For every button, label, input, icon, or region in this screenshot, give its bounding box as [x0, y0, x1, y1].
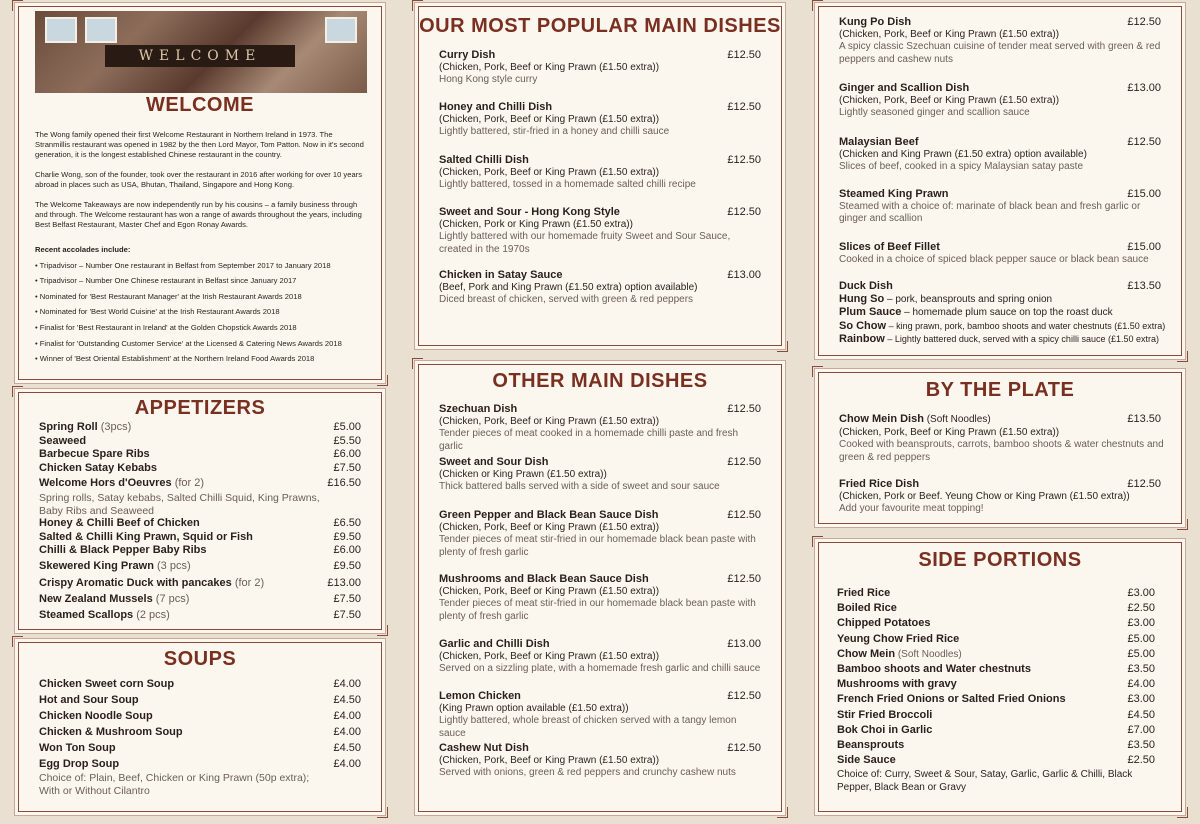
accolade-item: • Finalist for 'Outstanding Customer Service' at the Licensed & Catering News Awards 2018	[35, 338, 342, 348]
sides-panel	[818, 542, 1182, 812]
accolades	[35, 245, 375, 370]
dish-item: Garlic and Chilli Dish £13.00 (Chicken, Pork, Beef or King Prawn (£1.50 extra)) Served on a sizzling plate, with a homemade fresh garlic and chilli sauce	[439, 638, 761, 674]
dish-item: Mushrooms and Black Bean Sauce Dish £12.50 (Chicken, Pork, Beef or King Prawn (£1.50 extra)) Tender pieces of meat stir-fried in our homemade black bean paste with plenty of fresh garlic	[439, 573, 761, 622]
duck-option: Hung So – pork, beansprouts and spring onion	[839, 292, 1053, 305]
dish-item: Slices of Beef Fillet £15.00 Cooked in a choice of spiced black pepper sauce or black bean sauce	[839, 241, 1161, 265]
list-item: Fried Rice £3.00	[837, 587, 1155, 599]
plate-panel	[818, 372, 1182, 524]
accolade-item: • Winner of 'Best Oriental Establishment' at the Northern Ireland Food Awards 2018	[35, 354, 315, 364]
list-item: Chicken Noodle Soup £4.00	[39, 710, 361, 722]
window-decoration	[325, 17, 357, 43]
accolades-title: Recent accolades include:	[35, 245, 131, 254]
soups-panel	[18, 642, 382, 812]
dish-item: Sweet and Sour - Hong Kong Style £12.50 (Chicken, Pork or King Prawn (£1.50 extra)) Lightly battered with our homemade fruity Sweet and Sour Sauce, created in the 1970s	[439, 206, 761, 255]
welcome-para-3: The Welcome Takeaways are now independently run by his cousins – a family business through and through. The Welcome restaurant has won a range of awards throughout the years, including Best Belfast Restaurant, Master Chef and Egon Ronay Awards.	[35, 200, 362, 229]
list-item: Welcome Hors d'Oeuvres (for 2) £16.50	[39, 477, 361, 489]
list-item: Won Ton Soup £4.50	[39, 742, 361, 754]
welcome-para-2: Charlie Wong, son of the founder, took over the restaurant in 2016 after working for over 10 years abroad in places such as USA, Bhutan, Thailand, Singapore and Hong Kong.	[35, 170, 362, 189]
soups-title: SOUPS	[163, 648, 237, 670]
duck-option: Plum Sauce – homemade plum sauce on top the roast duck	[839, 306, 1113, 318]
list-item: Yeung Chow Fried Rice £5.00	[837, 632, 1155, 645]
appetizers-list	[39, 421, 361, 623]
soups-list	[39, 676, 361, 798]
dish-item: Malaysian Beef £12.50 (Chicken and King Prawn (£1.50 extra) option available) Slices of beef, cooked in a spicy Malaysian satay paste	[839, 136, 1161, 172]
sides-list	[837, 586, 1155, 794]
list-item: Chilli & Black Pepper Baby Ribs £6.00	[39, 544, 361, 556]
duck-option: Rainbow – Lightly battered duck, served with a spicy chilli sauce (£1.50 extra)	[839, 333, 1159, 345]
list-item: Spring Roll (3pcs) £5.00	[39, 421, 361, 433]
dish-item: Curry Dish £12.50 (Chicken, Pork, Beef or King Prawn (£1.50 extra)) Hong Kong style curry	[439, 49, 761, 85]
dish-item: Sweet and Sour Dish £12.50 (Chicken or King Prawn (£1.50 extra)) Thick battered balls served with a side of sweet and sour sauce	[439, 456, 761, 492]
list-item: Steamed Scallops (2 pcs) £7.50	[39, 608, 361, 621]
list-item: Skewered King Prawn (3 pcs) £9.50	[39, 559, 361, 572]
list-item: Chow Mein (Soft Noodles) £5.00	[837, 647, 1155, 660]
welcome-title: WELCOME	[146, 94, 254, 116]
dish-item: Szechuan Dish £12.50 (Chicken, Pork, Beef or King Prawn (£1.50 extra)) Tender pieces of meat cooked in a homemade chilli paste and fresh garlic	[439, 403, 761, 452]
accolade-item: • Tripadvisor – Number One restaurant in Belfast from September 2017 to January 2018	[35, 260, 331, 270]
dish-item: Honey and Chilli Dish £12.50 (Chicken, Pork, Beef or King Prawn (£1.50 extra)) Lightly battered, stir-fried in a honey and chilli sauce	[439, 101, 761, 137]
list-item: French Fried Onions or Salted Fried Onions £3.00	[837, 693, 1155, 706]
list-item: Honey & Chilli Beef of Chicken £6.50	[39, 517, 361, 529]
dish-item: Fried Rice Dish £12.50 (Chicken, Pork or Beef. Yeung Chow or King Prawn (£1.50 extra)) Add your favourite meat topping!	[839, 478, 1161, 514]
more-dishes-panel	[818, 6, 1182, 356]
list-item: Barbecue Spare Ribs £6.00	[39, 448, 361, 460]
window-decoration	[45, 17, 77, 43]
list-item: Boiled Rice £2.50	[837, 602, 1155, 615]
list-item: Salted & Chilli King Prawn, Squid or Fish £9.50	[39, 530, 361, 543]
welcome-para-1: The Wong family opened their first Welcome Restaurant in Northern Ireland in 1973. The Stranmillis restaurant was opened in 1982 by the then Lord Mayor, Tom Patton. Now in it's second generation, it is the longest established Chinese restaurant in the country.	[35, 130, 364, 159]
dish-item: Cashew Nut Dish £12.50 (Chicken, Pork, Beef or King Prawn (£1.50 extra)) Served with onions, green & red peppers and crunchy cashew nuts	[439, 742, 761, 778]
plate-title: BY THE PLATE	[925, 379, 1075, 401]
list-item: Chicken Satay Kebabs £7.50	[39, 461, 361, 474]
other-title: OTHER MAIN DISHES	[492, 370, 708, 392]
hors-doeuvres-desc: Spring rolls, Satay kebabs, Salted Chilli Squid, King Prawns, Baby Ribs and Seaweed	[39, 492, 320, 517]
list-item: Egg Drop Soup £4.00	[39, 758, 361, 770]
dish-item: Salted Chilli Dish £12.50 (Chicken, Pork, Beef or King Prawn (£1.50 extra)) Lightly battered, tossed in a homemade salted chilli recipe	[439, 154, 761, 190]
soups-note: Choice of: Plain, Beef, Chicken or King Prawn (50p extra); With or Without Cilantro	[39, 772, 310, 797]
dish-item: Chow Mein Dish (Soft Noodles) £13.50 (Chicken, Pork, Beef or King Prawn (£1.50 extra)) Cooked with beansprouts, carrots, bamboo shoots & water chestnuts and green & red peppers	[839, 413, 1164, 463]
list-item: Hot and Sour Soup £4.50	[39, 694, 361, 706]
dish-item: Steamed King Prawn £15.00 Steamed with a choice of: marinate of black bean and fresh garlic or ginger and scallion	[839, 188, 1161, 224]
duck-option: So Chow – king prawn, pork, bamboo shoots and water chestnuts (£1.50 extra)	[839, 319, 1166, 332]
accolade-item: • Nominated for 'Best World Cuisine' at the Irish Restaurant Awards 2018	[35, 307, 280, 317]
accolade-item: • Finalist for 'Best Restaurant in Ireland' at the Golden Chopstick Awards 2018	[35, 322, 297, 332]
list-item: Chipped Potatoes £3.00	[837, 617, 1155, 630]
appetizers-panel	[18, 392, 382, 630]
list-item: Beansprouts £3.50	[837, 739, 1155, 752]
list-item: Chicken Sweet corn Soup £4.00	[39, 678, 361, 690]
other-panel	[418, 364, 782, 812]
dish-item: Ginger and Scallion Dish £13.00 (Chicken, Pork, Beef or King Prawn (£1.50 extra)) Lightly seasoned ginger and scallion sauce	[839, 82, 1161, 118]
list-item: Bamboo shoots and Water chestnuts £3.50	[837, 663, 1155, 676]
window-decoration	[85, 17, 117, 43]
list-item: Bok Choi in Garlic £7.00	[837, 723, 1155, 736]
appetizers-title: APPETIZERS	[134, 397, 266, 419]
popular-title: OUR MOST POPULAR MAIN DISHES	[419, 15, 781, 37]
list-item: New Zealand Mussels (7 pcs) £7.50	[39, 592, 361, 605]
welcome-panel	[18, 6, 382, 380]
accolade-item: • Tripadvisor – Number One Chinese restaurant in Belfast since January 2017	[35, 276, 297, 286]
dish-item: Chicken in Satay Sauce £13.00 (Beef, Pork and King Prawn (£1.50 extra) option available) Diced breast of chicken, served with green & red peppers	[439, 269, 761, 305]
list-item: Seaweed £5.50	[39, 434, 361, 447]
list-item: Chicken & Mushroom Soup £4.00	[39, 726, 361, 738]
restaurant-photo	[35, 11, 367, 93]
accolade-item: • Nominated for 'Best Restaurant Manager' at the Irish Restaurant Awards 2018	[35, 291, 302, 301]
sides-note: Choice of: Curry, Sweet & Sour, Satay, Garlic, Garlic & Chilli, Black Pepper, Black Bean or Gravy	[837, 769, 1133, 794]
dish-item: Green Pepper and Black Bean Sauce Dish £12.50 (Chicken, Pork, Beef or King Prawn (£1.50 extra)) Tender pieces of meat stir-fried in our homemade black bean paste with plenty of fresh garlic	[439, 509, 761, 558]
list-item: Stir Fried Broccoli £4.50	[837, 708, 1155, 721]
list-item: Mushrooms with gravy £4.00	[837, 678, 1155, 691]
dish-item: Kung Po Dish £12.50 (Chicken, Pork, Beef or King Prawn (£1.50 extra)) A spicy classic Szechuan cuisine of tender meat served with green & red peppers and cashew nuts	[839, 16, 1161, 65]
popular-panel	[418, 6, 782, 346]
list-item: Side Sauce £2.50	[837, 754, 1155, 767]
sides-title: SIDE PORTIONS	[918, 549, 1082, 571]
list-item: Crispy Aromatic Duck with pancakes (for 2) £13.00	[39, 576, 361, 589]
duck-dish: Duck Dish £13.50 Hung So – pork, beansprouts and spring onion Plum Sauce – homemade plum sauce on top the roast duck So Chow – king prawn, pork, bamboo shoots and water chestnuts (£1.50 extra) Rainbow – Lightly battered duck, served with a spicy chilli sauce (£1.50 extra)	[839, 280, 1166, 345]
restaurant-sign: WELCOME	[105, 45, 295, 67]
dish-item: Lemon Chicken £12.50 (King Prawn option available (£1.50 extra)) Lightly battered, whole breast of chicken served with a tangy lemon sauce	[439, 690, 761, 739]
